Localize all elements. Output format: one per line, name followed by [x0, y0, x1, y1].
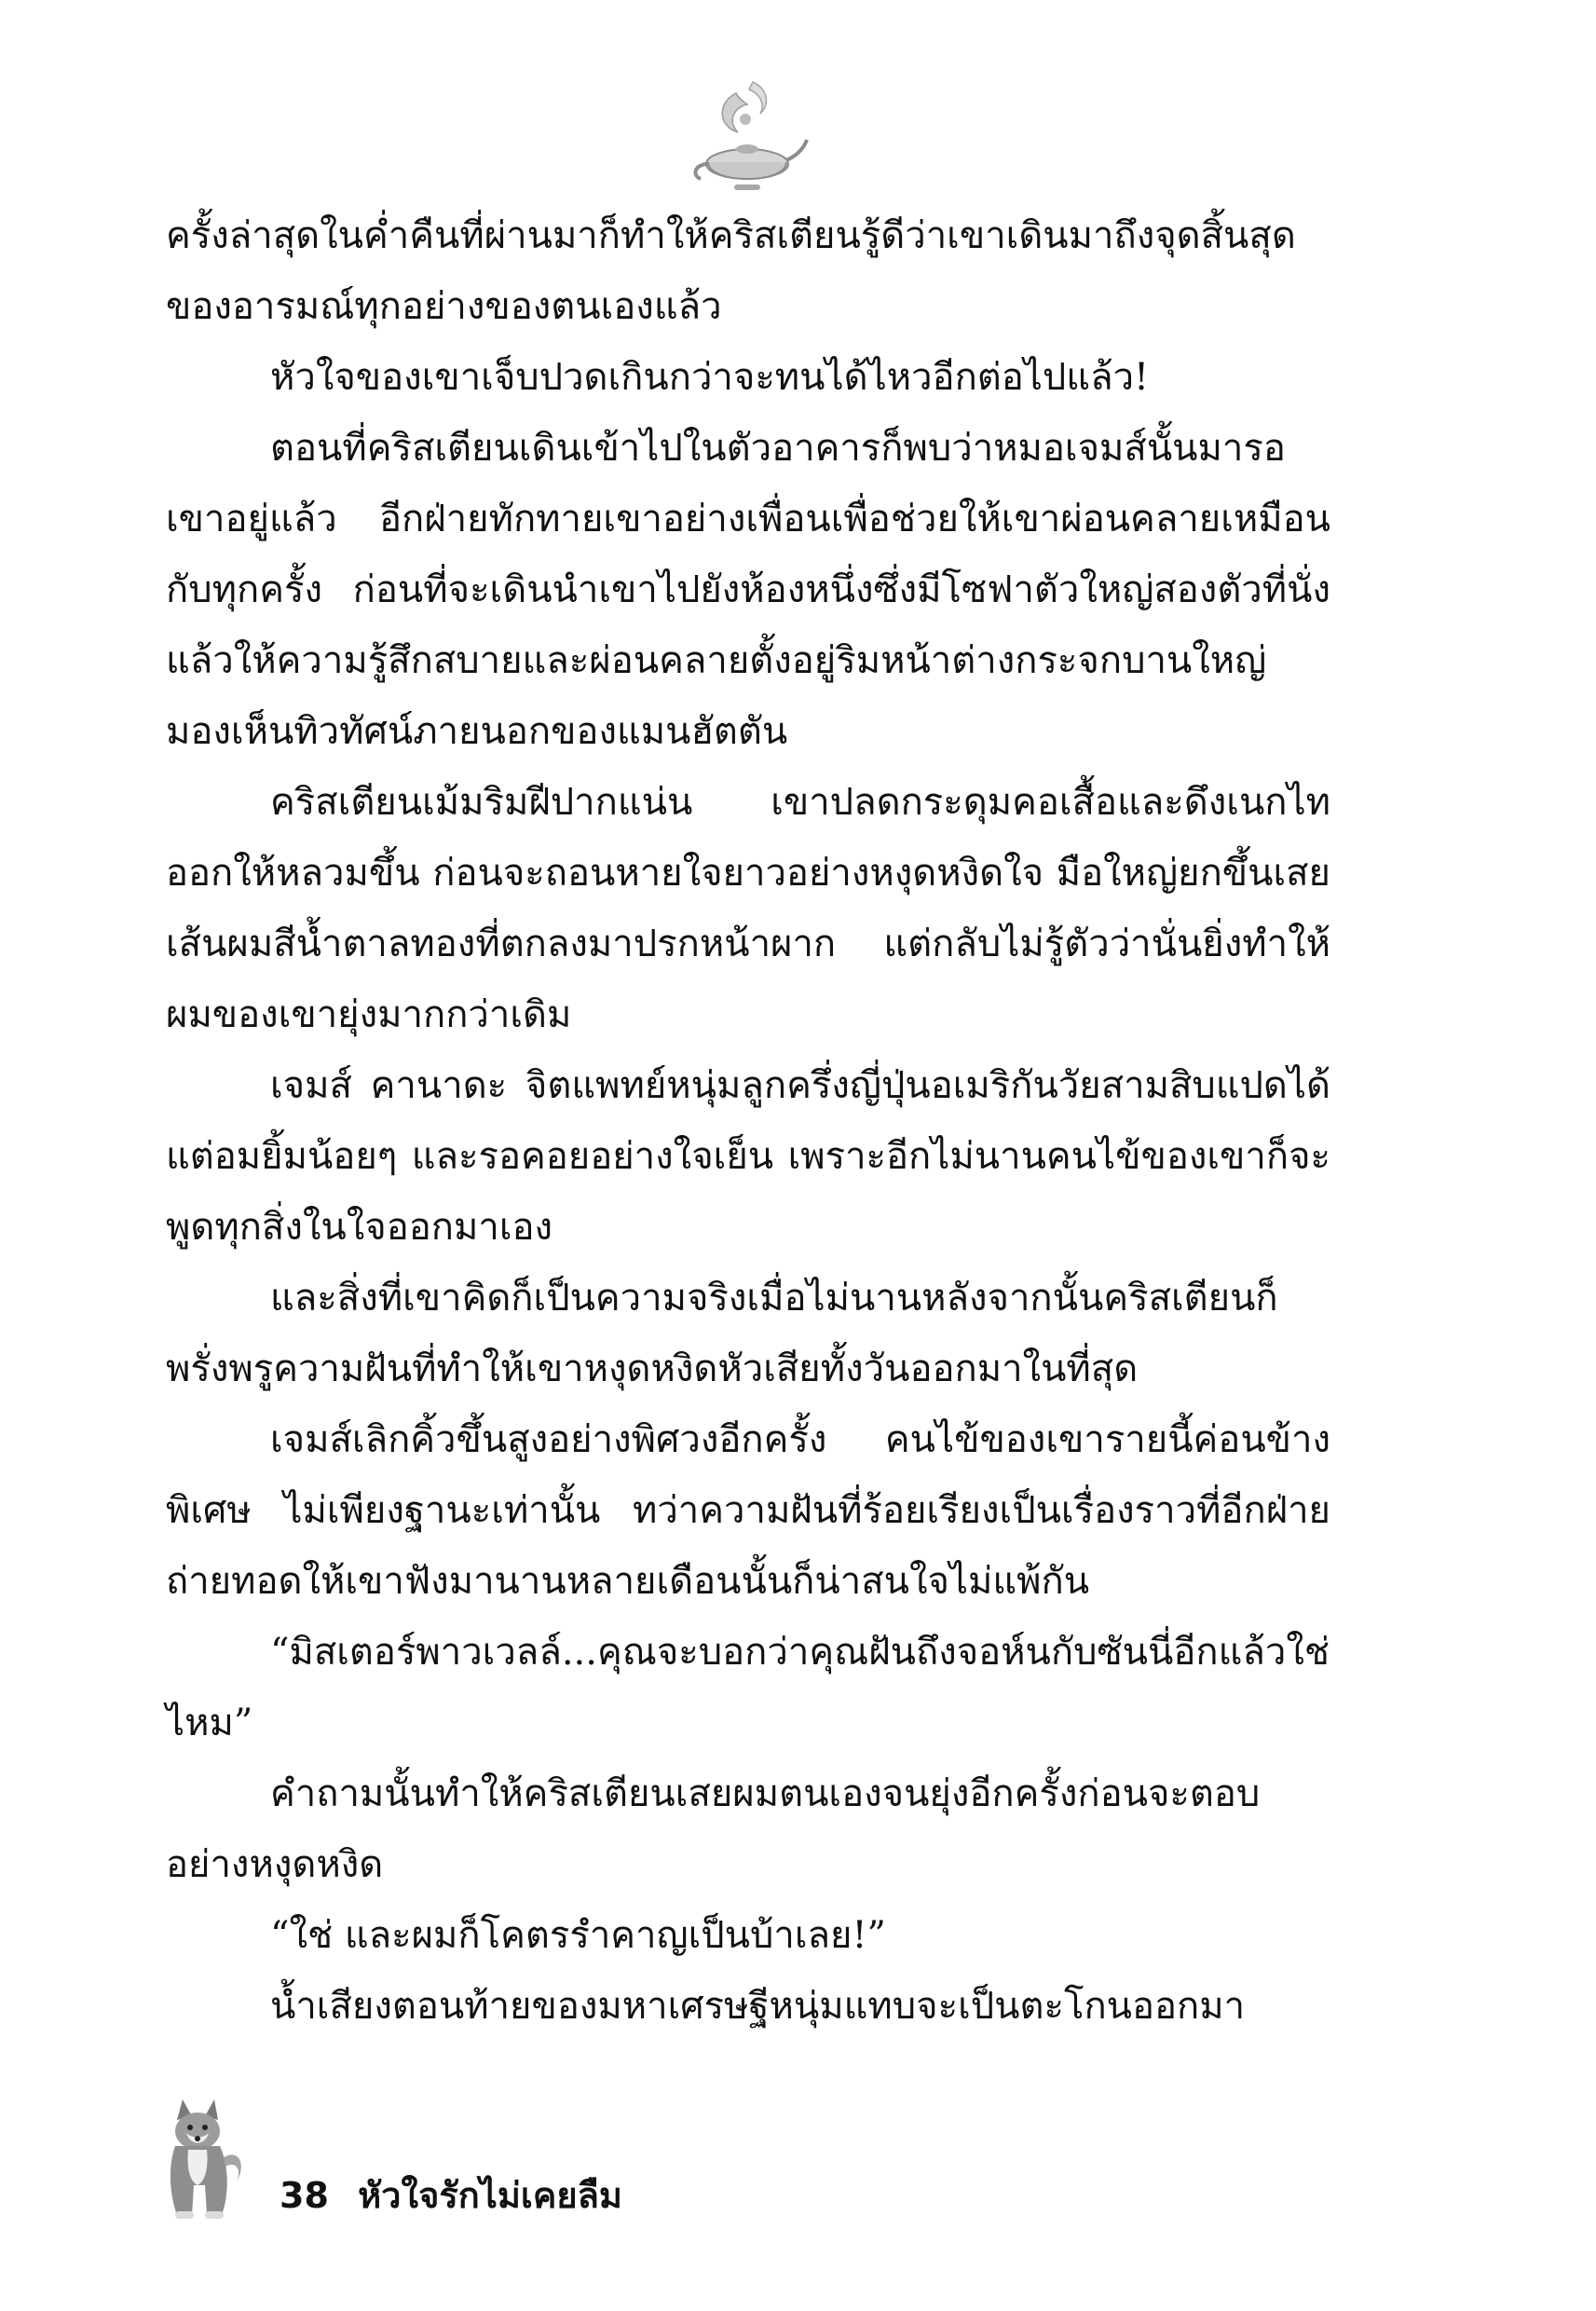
- paragraph: ครั้งล่าสุดในค่ำคืนที่ผ่านมาก็ทำให้คริสเตียนรู้ดีว่าเขาเดินมาถึงจุดสิ้นสุดของอารมณ์ทุกอย่างของตนเองแล้ว: [166, 214, 1296, 328]
- paragraph: และสิ่งที่เขาคิดก็เป็นความจริงเมื่อไม่นานหลังจากนั้นคริสเตียนก็พรั่งพรูความฝันที่ทำให้เขาหงุดหงิดหัวเสียทั้งวันออกมาในที่สุด: [166, 1277, 1278, 1390]
- paragraph: คริสเตียนเม้มริมฝีปากแน่น เขาปลดกระดุมคอเสื้อและดึงเนกไทออกให้หลวมขึ้น ก่อนจะถอนหายใจยาวอย่างหงุดหงิดใจ มือใหญ่ยกขึ้นเสยเส้นผมสีน้ำตาลทองที่ตกลงมาปรกหน้าผาก แต่กลับไม่รู้ตัวว่านั่นยิ่งทำให้ผมของเขายุ่งมากกว่าเดิม: [166, 781, 1330, 1036]
- genie-lamp-icon: [680, 75, 811, 205]
- body-text: [166, 200, 1330, 2042]
- page-number: 38: [280, 2175, 329, 2216]
- paragraph: ตอนที่คริสเตียนเดินเข้าไปในตัวอาคารก็พบว่าหมอเจมส์นั้นมารอเขาอยู่แล้ว อีกฝ่ายทักทายเขาอย่างเพื่อนเพื่อช่วยให้เขาผ่อนคลายเหมือนกับทุกครั้ง ก่อนที่จะเดินนำเขาไปยังห้องหนึ่งซึ่งมีโซฟาตัวใหญ่สองตัวที่นั่งแล้วให้ความรู้สึกสบายและผ่อนคลายตั้งอยู่ริมหน้าต่างกระจกบานใหญ่มองเห็นทิวทัศน์ภายนอกของแมนฮัตตัน: [166, 427, 1330, 753]
- paragraph: คำถามนั้นทำให้คริสเตียนเสยผมตนเองจนยุ่งอีกครั้งก่อนจะตอบอย่างหงุดหงิด: [166, 1772, 1261, 1886]
- paragraph: เจมส์ คานาดะ จิตแพทย์หนุ่มลูกครึ่งญี่ปุ่นอเมริกันวัยสามสิบแปดได้แต่อมยิ้มน้อยๆ และรอคอยอย่างใจเย็น เพราะอีกไม่นานคนไข้ของเขาก็จะพูดทุกสิ่งในใจออกมาเอง: [166, 1064, 1330, 1249]
- paragraph: เจมส์เลิกคิ้วขึ้นสูงอย่างพิศวงอีกครั้ง คนไข้ของเขารายนี้ค่อนข้างพิเศษ ไม่เพียงฐานะเท่านั้น ทว่าความฝันที่ร้อยเรียงเป็นเรื่องราวที่อีกฝ่ายถ่ายทอดให้เขาฟังมานานหลายเดือนนั้นก็น่าสนใจไม่แพ้กัน: [166, 1418, 1330, 1603]
- paragraph: น้ำเสียงตอนท้ายของมหาเศรษฐีหนุ่มแทบจะเป็นตะโกนออกมา: [270, 1985, 1246, 2028]
- book-title: หัวใจรักไม่เคยลืม: [358, 2175, 622, 2216]
- footer-text: [280, 2167, 622, 2223]
- paragraph: “มิสเตอร์พาวเวลล์...คุณจะบอกว่าคุณฝันถึงจอห์นกับซันนี่อีกแล้วใช่ไหม”: [166, 1631, 1330, 1744]
- paragraph: หัวใจของเขาเจ็บปวดเกินกว่าจะทนได้ไหวอีกต่อไปแล้ว!: [270, 356, 1150, 399]
- paragraph: “ใช่ และผมก็โคตรรำคาญเป็นบ้าเลย!”: [270, 1914, 886, 1957]
- page-footer: [149, 2092, 801, 2232]
- husky-dog-icon: [149, 2092, 252, 2222]
